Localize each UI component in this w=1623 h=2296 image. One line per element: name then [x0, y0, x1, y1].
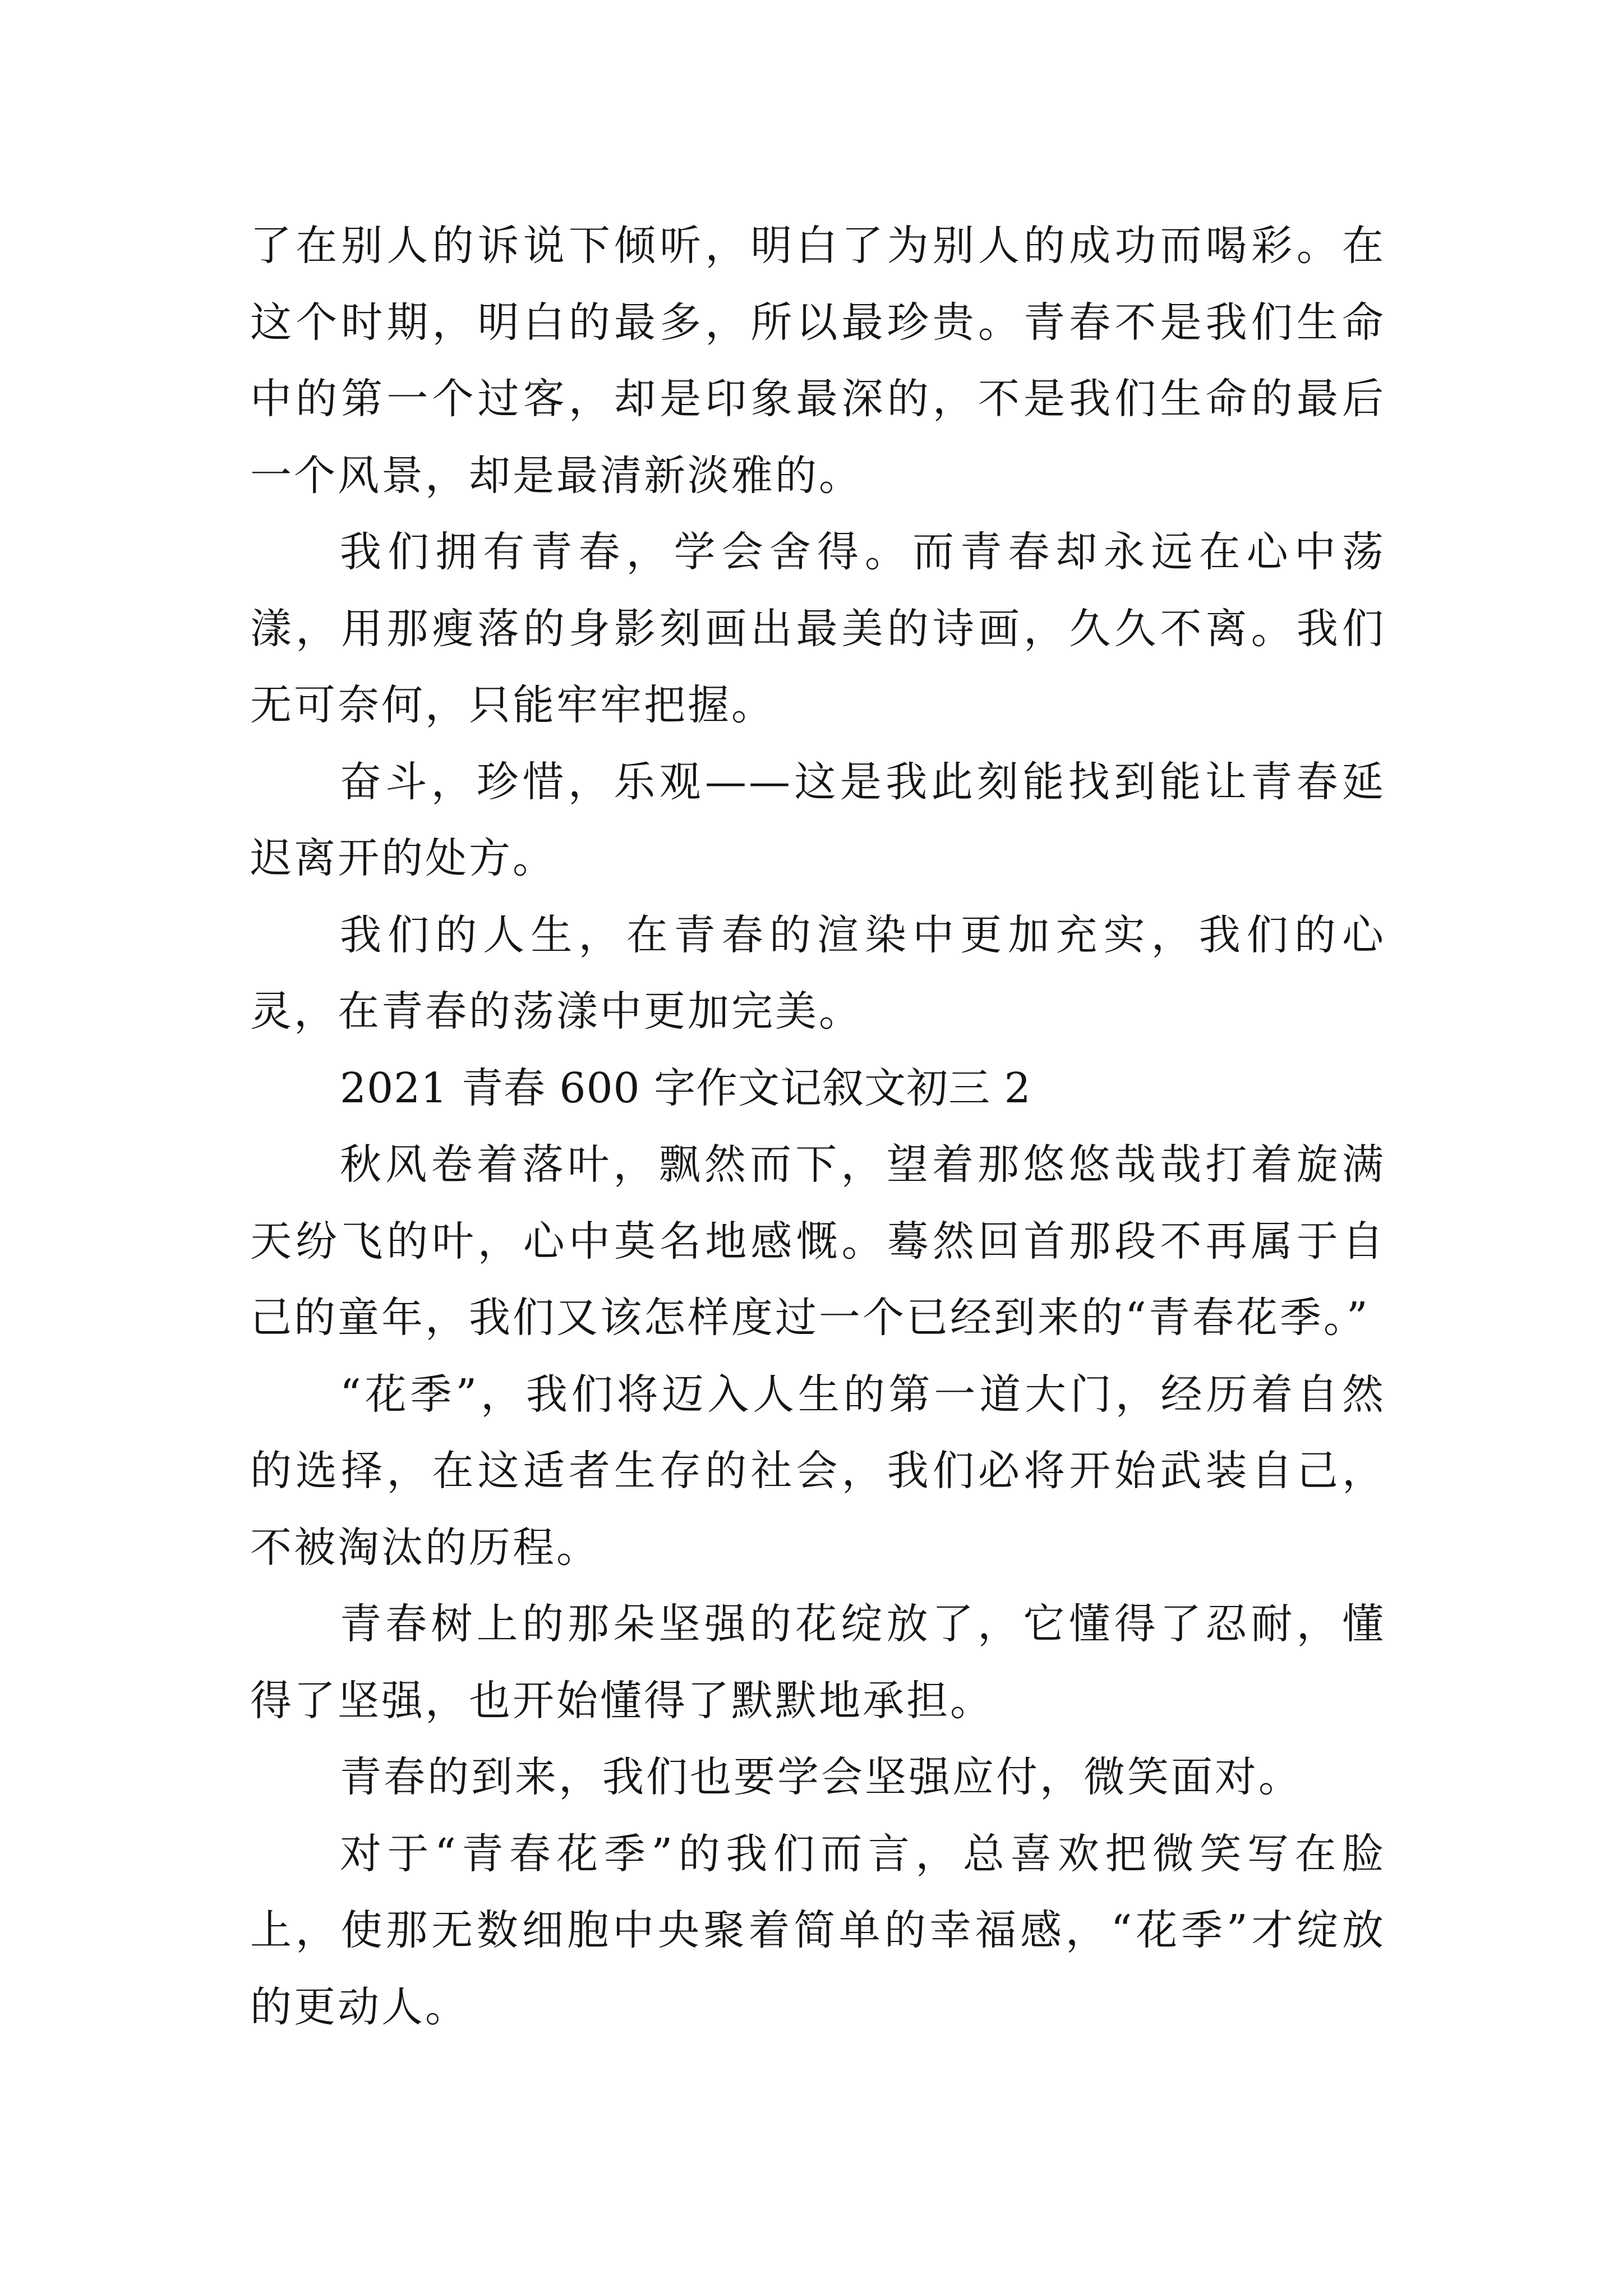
paragraph: 秋风卷着落叶，飘然而下，望着那悠悠哉哉打着旋满天纷飞的叶，心中莫名地感慨。蓦然回首那段不再属于自己的童年，我们又该怎样度过一个已经到来的“青春花季。” — [250, 1140, 1386, 1342]
paragraph: 青春树上的那朵坚强的花绽放了，它懂得了忍耐，懂得了坚强，也开始懂得了默默地承担。 — [250, 1600, 1386, 1725]
paragraph: 奋斗，珍惜，乐观——这是我此刻能找到能让青春延迟离开的处方。 — [250, 757, 1386, 882]
essay-body — [250, 208, 1386, 2045]
essay-title: 2021 青春 600 字作文记叙文初三 2 — [340, 1064, 1031, 1112]
paragraph-continuation: 了在别人的诉说下倾听，明白了为别人的成功而喝彩。在这个时期，明白的最多，所以最珍贵。青春不是我们生命中的第一个过客，却是印象最深的，不是我们生命的最后一个风景，却是最清新淡雅的。 — [250, 222, 1386, 500]
paragraph: “花季”，我们将迈入人生的第一道大门，经历着自然的选择，在这适者生存的社会，我们必将开始武装自己，不被淘汰的历程。 — [250, 1370, 1386, 1572]
paragraph: 我们的人生，在青春的渲染中更加充实，我们的心灵，在青春的荡漾中更加完美。 — [250, 910, 1386, 1036]
paragraph: 青春的到来，我们也要学会坚强应付，微笑面对。 — [340, 1753, 1302, 1801]
paragraph: 我们拥有青春，学会舍得。而青春却永远在心中荡漾，用那瘦落的身影刻画出最美的诗画，久久不离。我们无可奈何，只能牢牢把握。 — [250, 528, 1386, 729]
paragraph: 对于“青春花季”的我们而言，总喜欢把微笑写在脸上，使那无数细胞中央聚着简单的幸福感，“花季”才绽放的更动人。 — [250, 1829, 1386, 2031]
